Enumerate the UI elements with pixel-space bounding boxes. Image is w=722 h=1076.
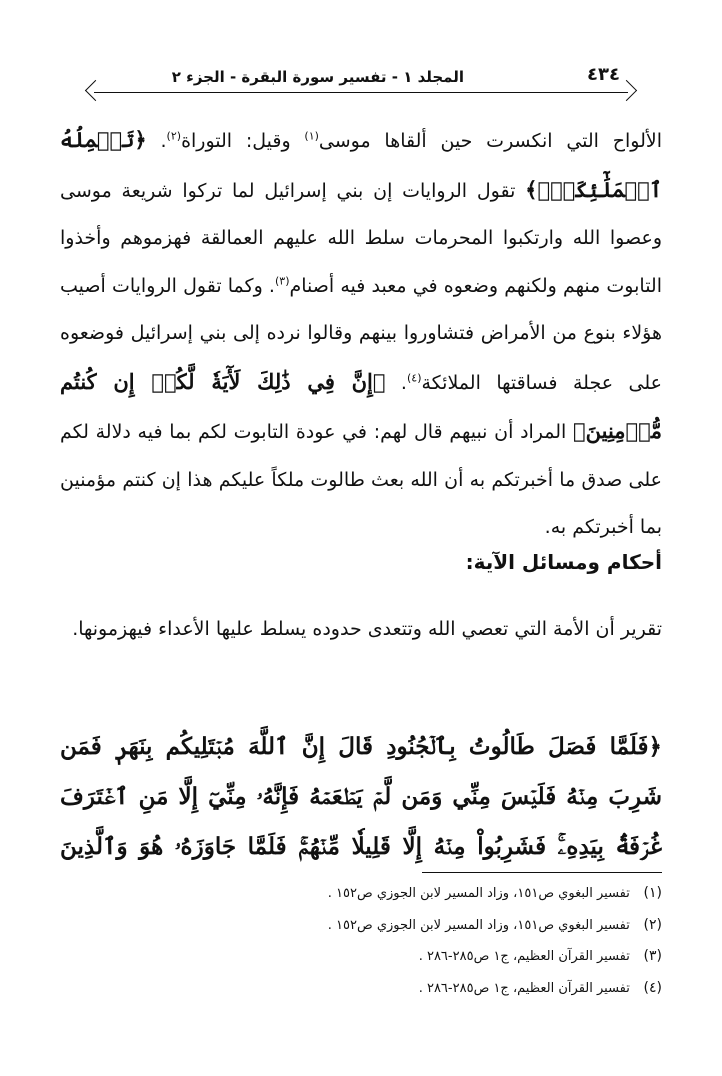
commentary-text <box>60 116 662 552</box>
text-run: . <box>385 371 407 394</box>
footnote-ref-3[interactable]: (٣) <box>274 274 290 288</box>
footnote-item <box>60 910 662 942</box>
footnote-number: (٣) <box>643 948 662 964</box>
text-run: الألواح التي انكسرت حين ألقاها موسى <box>318 130 662 152</box>
quran-quote: ﴿إِنَّ فِي ذَٰلِكَ لَأٓيَةٗ لَّكُمۡ إِن كُنتُم مُّؤۡمِنِينَ﴾ <box>60 368 662 443</box>
footnote-item <box>60 973 662 1005</box>
quran-verse-block: ﴿فَلَمَّا فَصَلَ طَالُوتُ بِٱلۡجُنُودِ قَالَ إِنَّ ٱللَّهَ مُبۡتَلِيكُم بِنَهَرٖ فَمَن شَرِبَ مِنۡهُ فَلَيۡسَ مِنِّي وَمَن لَّمۡ يَطۡعَمۡهُ فَإِنَّهُۥ مِنِّيٓ إِلَّا مَنِ ٱغۡتَرَفَ غُرۡفَةَۢ بِيَدِهِۦۚ فَشَرِبُواْ مِنۡهُ إِلَّا قَلِيلٗا مِّنۡهُمۡۚ فَلَمَّا جَاوَزَهُۥ هُوَ وَٱلَّذِينَ <box>60 733 662 860</box>
footnote-number: (٢) <box>643 916 662 933</box>
footnote-ref-1[interactable]: (١) <box>304 129 319 143</box>
quran-quote: ﴿تَحۡمِلُهُ ٱلۡمَلَٰٓئِكَةُۚ﴾ <box>60 127 662 202</box>
text-run: . <box>146 130 167 152</box>
footnote-separator <box>422 872 662 873</box>
footnote-text: تفسير البغوي ص١٥١، وزاد المسير لابن الجوزي ص١٥٢ . <box>327 886 630 901</box>
text-run: تقول الروايات إن بني إسرائيل لما تركوا شريعة موسى وعصوا الله وارتكبوا المحرمات سلط الله عليهم العمالقة فهزموهم وأخذوا التابوت منهم ولكنهم وضعوه في معبد فيه أصنام <box>60 179 662 297</box>
running-head: المجلد ١ - تفسير سورة البقرة - الجزء ٢ <box>171 68 464 86</box>
footnote-number: (٤) <box>643 979 662 996</box>
text-run: المراد أن نبيهم قال لهم: في عودة التابوت لكم بما فيه دلالة لكم على صدق ما أخبرتكم به أن الله بعث طالوت ملكاً عليكم هذا إن كنتم مؤمنين بما أخبرتكم به. <box>60 421 662 538</box>
section-heading: أحكام ومسائل الآية: <box>465 550 662 574</box>
footnote-text: تفسير البغوي ص١٥١، وزاد المسير لابن الجوزي ص١٥٢ . <box>327 917 630 933</box>
text-run: . وكما تقول الروايات أصيب هؤلاء بنوع من الأمراض فتشاوروا بينهم وقالوا نرده إلى بني إسرائيل فوضعوه على عجلة فساقتها الملائكة <box>60 274 662 394</box>
footnote-text: تفسير القرآن العظيم، ج١ ص٢٨٥-٢٨٦ . <box>418 980 630 996</box>
header-left-arrow-icon <box>85 80 106 101</box>
footnote-item <box>60 941 662 973</box>
footnote-ref-2[interactable]: (٢) <box>166 129 182 143</box>
footnote-ref-4[interactable]: (٤) <box>406 371 422 385</box>
footnote-number: (١) <box>643 885 662 901</box>
page-header <box>88 66 634 100</box>
text-run: وقيل: التوراة <box>181 130 305 152</box>
header-rule <box>94 92 628 93</box>
ruling-text: تقرير أن الأمة التي تعصي الله وتتعدى حدوده يسلط عليها الأعداء فيهزمونها. <box>72 618 662 640</box>
page-number: ٤٣٤ <box>587 64 620 85</box>
footnotes-list <box>60 878 662 1004</box>
footnote-text: تفسير القرآن العظيم، ج١ ص٢٨٥-٢٨٦ . <box>418 949 630 964</box>
commentary-paragraph <box>60 116 662 552</box>
footnote-item <box>60 878 662 910</box>
